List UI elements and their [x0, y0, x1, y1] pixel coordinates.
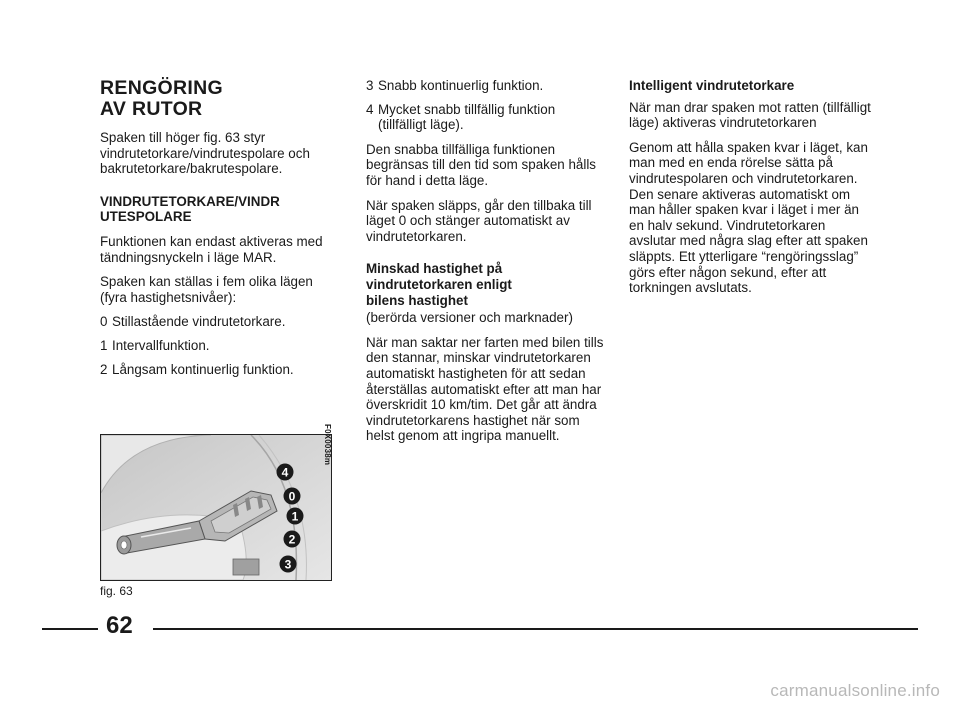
subheading-line-1: VINDRUTETORKARE/VINDR [100, 193, 280, 209]
callout-1-label: 1 [291, 509, 299, 524]
paragraph: Genom att hålla spaken kvar i läget, kan man med en enda rörelse sätta på vindrutespolaren och vindrutetorkaren. Den senare aktiveras automatiskt om man håller spaken kvar i läget i mer än en halv sekund. Vindrutetorkaren avslutar med några slag efter att spaken släppts. Ett ytterligare “rengöringsslag” görs efter någon sekund, efter att torkningen avslutats. [629, 139, 868, 296]
subheading-windshield-wiper [100, 194, 338, 225]
figure-code: F0X0038m [323, 424, 332, 466]
versions-note: (berörda versioner och marknader) [366, 310, 573, 326]
subheading-line-2: vindrutetorkaren enligt [366, 276, 512, 292]
position-list [366, 78, 606, 133]
column-right [629, 78, 871, 305]
list-item-text: Stillastående vindrutetorkare. [112, 314, 286, 330]
subheading-intelligent-wiper: Intelligent vindrutetorkare [629, 78, 795, 93]
list-item [366, 102, 606, 133]
callout-3 [280, 556, 297, 573]
list-item [100, 314, 338, 330]
list-item-text: Intervallfunktion. [112, 337, 210, 353]
callout-3-label: 3 [284, 557, 292, 572]
list-item-number: 3 [366, 78, 374, 93]
paragraph: Den snabba tillfälliga funktionen begränsas till den tid som spaken hålls för hand i detta läge. [366, 141, 597, 188]
footer-rule-right [153, 628, 918, 630]
paragraph: När man drar spaken mot ratten (tillfälligt läge) aktiveras vindrutetorkaren [629, 99, 871, 131]
list-item [366, 78, 606, 94]
list-item-text: Långsam kontinuerlig funktion. [112, 361, 294, 377]
list-item-number: 2 [100, 361, 108, 377]
paragraph: När man saktar ner farten med bilen tills den stannar, minskar vindrutetorkaren automatiskt hastigheten för att sedan återställas automatiskt efter att man har överskridit 10 km/tim. Det går att ändra vindrutetorkarens hastighet när som helst genom att ingripa manuellt. [366, 334, 604, 444]
callout-2-label: 2 [288, 532, 296, 547]
callout-4-label: 4 [281, 465, 289, 480]
section-title-line-2: AV RUTOR [100, 98, 203, 120]
paragraph: Funktionen kan endast aktiveras med tändningsnyckeln i läge MAR. [100, 233, 323, 265]
wiper-stalk-illustration [101, 435, 331, 580]
footer-rule-left [42, 628, 98, 630]
column-middle [366, 78, 606, 453]
figure-caption: fig. 63 [100, 584, 133, 598]
callout-0-label: 0 [288, 489, 296, 504]
section-title [100, 78, 338, 120]
callout-4 [277, 464, 294, 481]
section-title-line-1: RENGÖRING [100, 77, 223, 99]
intro-paragraph: Spaken till höger fig. 63 styr vindrutetorkare/vindrutespolare och bakrutetorkare/bakrutespolare. [100, 130, 310, 177]
subheading-line-2: UTESPOLARE [100, 209, 192, 225]
list-item-number: 4 [366, 101, 374, 117]
watermark: carmanualsonline.info [770, 681, 940, 700]
list-item-number: 0 [100, 314, 108, 330]
list-item [100, 338, 338, 354]
column-left [100, 78, 338, 386]
subheading-line-1: Minskad hastighet på [366, 261, 503, 277]
list-item-number: 1 [100, 337, 108, 353]
list-item-text: Mycket snabb tillfällig funktion (tillfälligt läge). [378, 101, 556, 133]
callout-2 [284, 531, 301, 548]
position-list [100, 314, 338, 377]
callout-1 [287, 508, 304, 525]
paragraph: När spaken släpps, går den tillbaka till läget 0 och stänger automatiskt av vindrutetorkaren. [366, 197, 592, 244]
subheading-speed-reduction [366, 261, 606, 308]
list-item-text: Snabb kontinuerlig funktion. [378, 78, 544, 93]
page-number: 62 [106, 612, 133, 639]
callout-0 [284, 488, 301, 505]
list-item [100, 362, 338, 378]
paragraph: Spaken kan ställas i fem olika lägen (fyra hastighetsnivåer): [100, 274, 313, 305]
wiper-stalk-figure [100, 434, 332, 581]
subheading-line-3: bilens hastighet [366, 292, 468, 308]
